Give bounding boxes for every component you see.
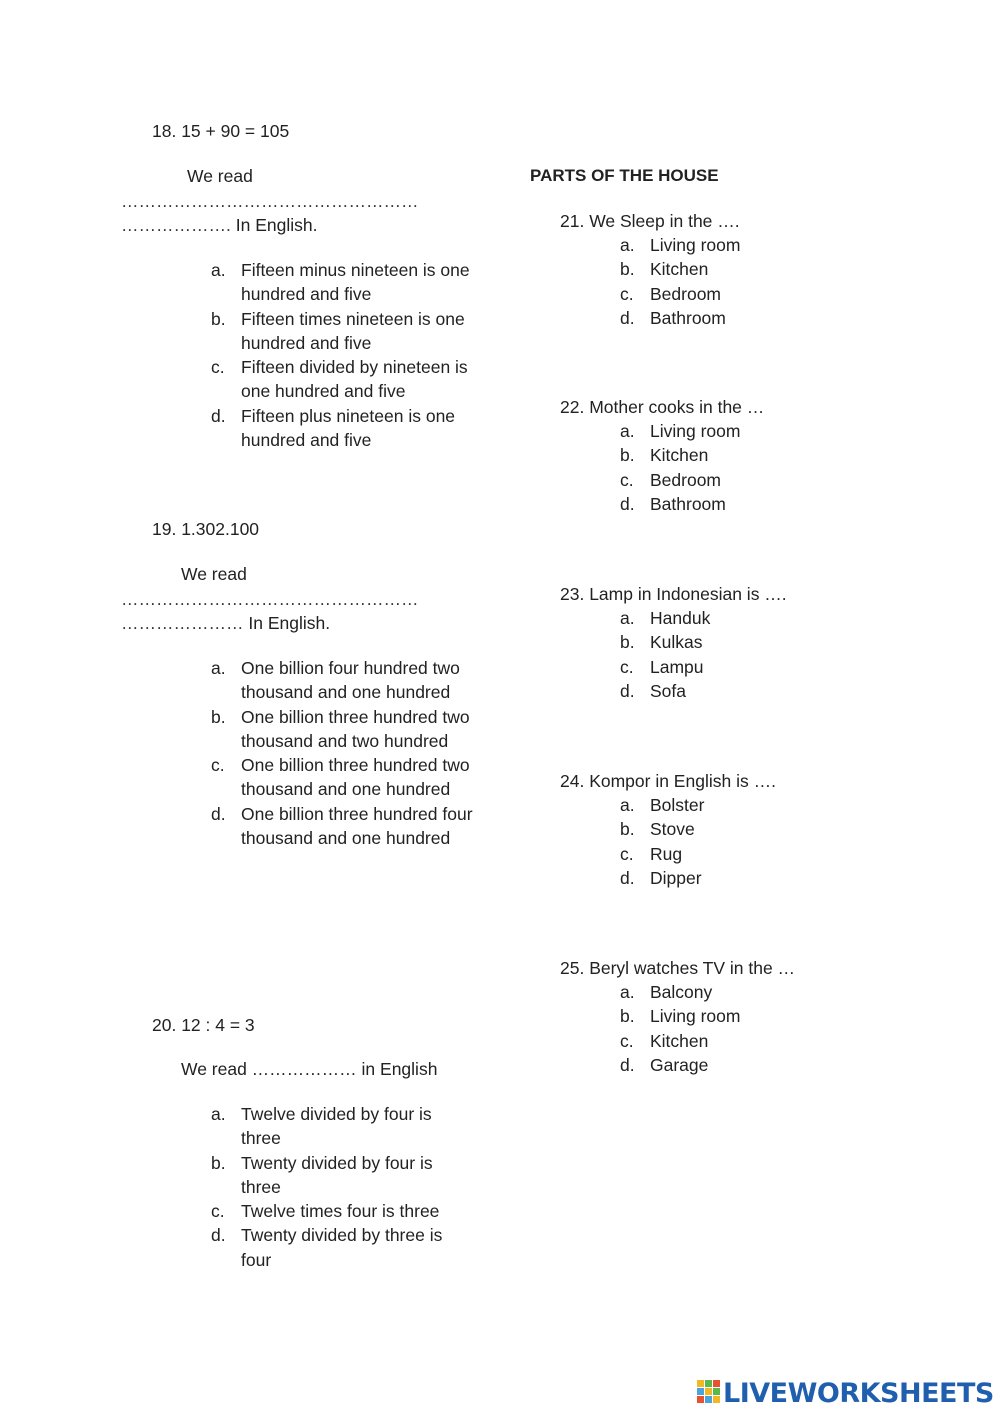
answer-option[interactable] [620,468,840,492]
question-19-options [211,656,473,850]
question-18-options [211,258,473,452]
option-letter: d. [620,493,635,514]
question-24-options [620,793,840,890]
question-18-heading: 18. 15 + 90 = 105 [152,121,290,141]
option-text: One billion three hundred two thousand and one hundred [241,755,470,800]
option-letter: a. [620,982,635,1002]
option-text: Fifteen plus nineteen is one hundred and five [241,405,456,451]
option-text: Kitchen [650,445,709,466]
option-letter: b. [211,706,226,727]
option-text: Sofa [650,680,686,701]
option-text: Dipper [650,867,702,888]
answer-option[interactable] [211,404,473,453]
option-text: Kitchen [650,1030,709,1051]
answer-option[interactable] [211,1151,473,1200]
option-text: Bathroom [650,493,726,514]
question-20-we-read: We read ……………… in English [181,1059,438,1079]
option-letter: a. [211,260,226,280]
question-18-answer-blank-continued[interactable]: ………………. [121,215,231,235]
option-letter: b. [620,259,635,280]
option-text: Balcony [650,982,713,1002]
option-text: Fifteen divided by nineteen is one hundred and five [241,357,468,402]
option-text: Living room [650,421,741,441]
answer-option[interactable] [211,258,473,307]
question-18-we-read: We read [187,166,253,186]
question-20-options [211,1102,473,1272]
option-text: Fifteen times nineteen is one hundred and five [241,308,465,353]
answer-option[interactable] [620,1004,840,1028]
answer-option[interactable] [620,842,840,866]
option-text: Twelve times four is three [241,1201,440,1222]
option-letter: c. [620,1030,634,1051]
option-text: Handuk [650,608,711,628]
question-18-answer-blank[interactable]: …………………………………………… [121,191,419,211]
option-text: One billion three hundred two thousand and two hundred [241,706,470,751]
option-letter: b. [211,308,226,329]
answer-option[interactable] [620,980,840,1004]
option-letter: d. [211,405,226,426]
option-letter: a. [620,421,635,441]
answer-option[interactable] [620,492,840,516]
option-text: Bathroom [650,307,726,328]
option-text: Garage [650,1054,709,1075]
option-letter: c. [620,843,634,864]
answer-option[interactable] [211,705,473,754]
answer-option[interactable] [620,1029,840,1053]
question-21-heading: 21. We Sleep in the …. [560,211,740,231]
option-text: Fifteen minus nineteen is one hundred and five [241,260,470,305]
answer-option[interactable] [620,866,840,890]
option-letter: a. [211,1104,226,1124]
option-letter: c. [211,755,225,776]
answer-option[interactable] [620,306,840,330]
option-letter: a. [620,235,635,255]
option-letter: d. [211,803,226,824]
liveworksheets-logo[interactable] [697,1378,994,1408]
option-letter: d. [620,867,635,888]
question-23-heading: 23. Lamp in Indonesian is …. [560,584,787,604]
option-text: Kulkas [650,632,703,653]
question-25-options [620,980,840,1077]
option-text: Rug [650,843,683,864]
option-text: Living room [650,235,741,255]
answer-option[interactable] [620,1053,840,1077]
option-text: Living room [650,1006,741,1027]
option-letter: b. [620,445,635,466]
option-letter: d. [620,680,635,701]
option-text: Twenty divided by three is four [241,1225,443,1270]
answer-option[interactable] [620,655,840,679]
option-letter: b. [620,819,635,840]
option-letter: b. [620,632,635,653]
question-19-heading: 19. 1.302.100 [152,519,260,539]
liveworksheets-logo-text: LIVEWORKSHEETS [723,1377,994,1409]
option-text: Kitchen [650,259,709,280]
answer-option[interactable] [620,257,840,281]
option-text: Bolster [650,795,705,815]
question-19-suffix: In English. [243,613,331,633]
option-text: Stove [650,819,695,840]
question-19-answer-line [121,611,330,635]
question-20-heading: 20. 12 : 4 = 3 [152,1015,255,1035]
option-letter: a. [620,608,635,628]
answer-option[interactable] [620,630,840,654]
option-text: One billion four hundred two thousand and one hundred [241,658,460,703]
option-letter: b. [211,1152,226,1173]
question-19-answer-blank-continued[interactable]: ………………… [121,613,244,633]
option-letter: b. [620,1006,635,1027]
answer-option[interactable] [620,793,840,817]
question-18-answer-line [121,213,317,237]
question-22-heading: 22. Mother cooks in the … [560,397,765,417]
option-text: Twelve divided by four is three [241,1104,432,1149]
question-19-answer-blank[interactable]: …………………………………………… [121,589,419,609]
option-letter: c. [211,357,225,378]
answer-option[interactable] [211,307,473,356]
question-21-options [620,233,840,330]
answer-option[interactable] [211,1102,473,1151]
option-letter: c. [620,469,634,490]
option-letter: a. [620,795,635,815]
answer-option[interactable] [620,419,840,443]
answer-option[interactable] [211,1223,473,1272]
option-letter: c. [211,1201,225,1222]
option-letter: d. [211,1225,226,1246]
answer-option[interactable] [211,1199,473,1223]
question-18-suffix: In English. [230,215,318,235]
option-letter: c. [620,656,634,677]
question-23-options [620,606,840,703]
option-text: One billion three hundred four thousand and one hundred [241,803,473,849]
option-letter: a. [211,658,226,678]
answer-option[interactable] [211,802,473,851]
option-text: Bedroom [650,283,722,304]
option-letter: d. [620,307,635,328]
liveworksheets-logo-icon [697,1380,721,1406]
answer-option[interactable] [620,282,840,306]
answer-option[interactable] [620,679,840,703]
section-title-parts-of-the-house: PARTS OF THE HOUSE [530,166,719,185]
answer-option[interactable] [211,355,473,404]
question-22-options [620,419,840,516]
option-text: Twenty divided by four is three [241,1152,433,1197]
question-19-we-read: We read [181,564,247,584]
question-25-heading: 25. Beryl watches TV in the … [560,958,796,978]
answer-option[interactable] [620,233,840,257]
question-24-heading: 24. Kompor in English is …. [560,771,776,791]
answer-option[interactable] [620,817,840,841]
answer-option[interactable] [620,606,840,630]
option-text: Lampu [650,656,704,677]
option-letter: d. [620,1054,635,1075]
option-letter: c. [620,283,634,304]
option-text: Bedroom [650,469,722,490]
answer-option[interactable] [620,443,840,467]
answer-option[interactable] [211,753,473,802]
answer-option[interactable] [211,656,473,705]
